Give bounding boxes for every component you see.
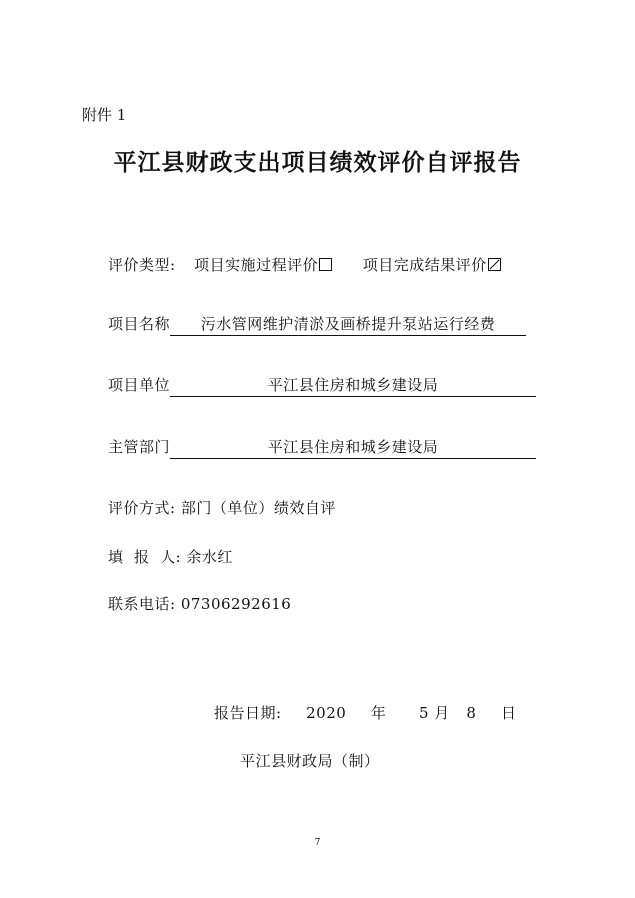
attachment-label: 附件 1 bbox=[82, 106, 127, 124]
supervising-dept-label: 主管部门 bbox=[108, 438, 171, 456]
filler-row bbox=[108, 546, 233, 567]
option-process-label: 项目实施过程评价 bbox=[194, 256, 319, 274]
evaluation-type-label: 评价类型: bbox=[108, 256, 176, 274]
evaluation-type-row bbox=[108, 254, 501, 275]
report-date-label: 报告日期: bbox=[214, 704, 282, 722]
phone-label: 联系电话: bbox=[108, 595, 176, 613]
filler-value: 余水红 bbox=[186, 548, 233, 566]
project-unit-row bbox=[108, 374, 536, 397]
phone-value: 07306292616 bbox=[180, 595, 292, 613]
evaluation-method-label: 评价方式: bbox=[108, 499, 176, 517]
project-unit-label: 项目单位 bbox=[108, 376, 171, 394]
report-month: 5 bbox=[418, 704, 429, 722]
phone-row bbox=[108, 593, 291, 614]
project-name-row bbox=[108, 313, 526, 336]
page-title: 平江县财政支出项目绩效评价自评报告 bbox=[113, 150, 522, 176]
result-checkbox[interactable] bbox=[488, 258, 501, 271]
report-month-unit: 月 bbox=[434, 704, 450, 722]
report-year: 2020 bbox=[306, 704, 347, 722]
report-date-row bbox=[214, 702, 516, 723]
filler-label: 填 报 人: bbox=[108, 548, 182, 566]
report-day-unit: 日 bbox=[500, 704, 517, 722]
process-checkbox[interactable] bbox=[319, 258, 332, 271]
issuer-label: 平江县财政局（制） bbox=[240, 752, 380, 770]
evaluation-method-row bbox=[108, 497, 336, 518]
report-day: 8 bbox=[466, 704, 477, 722]
report-year-unit: 年 bbox=[370, 704, 387, 722]
project-name-value: 污水管网维护清淤及画桥提升泵站运行经费 bbox=[170, 313, 526, 336]
supervising-dept-row bbox=[108, 436, 536, 459]
evaluation-method-value: 部门（单位）绩效自评 bbox=[180, 499, 336, 517]
project-unit-value: 平江县住房和城乡建设局 bbox=[170, 374, 536, 397]
option-result-label: 项目完成结果评价 bbox=[362, 256, 487, 274]
project-name-label: 项目名称 bbox=[108, 315, 171, 333]
supervising-dept-value: 平江县住房和城乡建设局 bbox=[170, 436, 536, 459]
page-number: 7 bbox=[314, 838, 321, 848]
